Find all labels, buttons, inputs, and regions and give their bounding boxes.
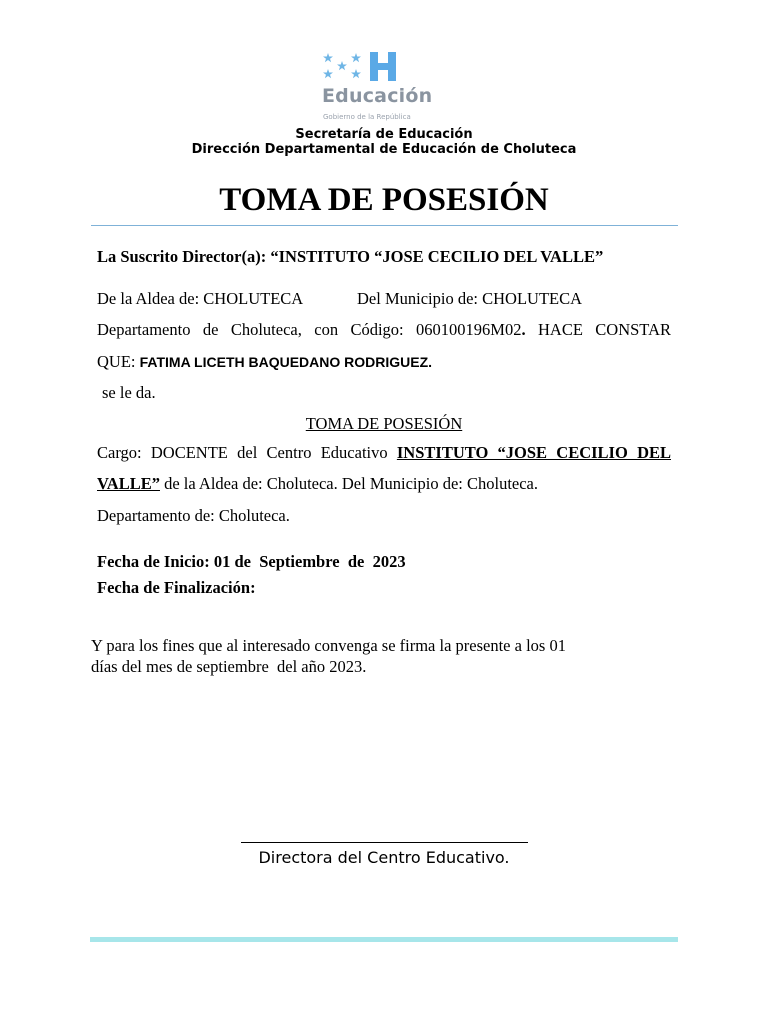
cargo-line bbox=[97, 443, 671, 463]
word: del bbox=[237, 443, 258, 462]
municipio-line bbox=[357, 289, 582, 309]
footer-divider bbox=[90, 937, 678, 942]
header-secretaria: Secretaría de Educación bbox=[295, 127, 473, 142]
code-value: 060100196M02 bbox=[416, 320, 522, 339]
school-name-end: VALLE” bbox=[97, 474, 160, 493]
word: CONSTAR bbox=[595, 320, 671, 339]
municipio-value: CHOLUTECA bbox=[482, 289, 583, 308]
header-direccion: Dirección Departamental de Educación de Choluteca bbox=[191, 142, 577, 157]
subtitle: TOMA DE POSESIÓN bbox=[305, 414, 463, 433]
teacher-name: FATIMA LICETH BAQUEDANO RODRIGUEZ. bbox=[139, 354, 433, 370]
word: Cargo: bbox=[97, 443, 142, 462]
code-period: . bbox=[521, 320, 526, 339]
school-code bbox=[416, 320, 526, 339]
page-title: TOMA DE POSESIÓN bbox=[219, 182, 549, 218]
word: Centro bbox=[266, 443, 312, 462]
cargo-location: de la Aldea de: Choluteca. Del Municipio de: Choluteca. bbox=[164, 474, 539, 493]
school-name: INSTITUTO “JOSE CECILIO DEL bbox=[396, 443, 671, 462]
aldea-line bbox=[97, 289, 303, 309]
closing-line-2: días del mes de septiembre del año 2023. bbox=[91, 657, 367, 676]
departamento-line bbox=[97, 320, 671, 340]
municipio-label: Del Municipio de: bbox=[357, 289, 478, 308]
logo-subtitle: Gobierno de la República bbox=[323, 113, 411, 121]
word: DOCENTE bbox=[150, 443, 228, 462]
cargo-departamento: Departamento de: Choluteca. bbox=[97, 506, 290, 525]
fecha-inicio: Fecha de Inicio: 01 de Septiembre de 2023 bbox=[97, 552, 406, 571]
signature-label: Directora del Centro Educativo. bbox=[258, 848, 510, 867]
cargo-line-2 bbox=[97, 474, 538, 494]
word: Departamento bbox=[97, 320, 191, 339]
que-line bbox=[97, 352, 432, 372]
word: Educativo bbox=[320, 443, 388, 462]
education-logo bbox=[318, 50, 448, 126]
word: Choluteca, bbox=[230, 320, 302, 339]
stars-h-icon bbox=[318, 50, 398, 84]
word: con bbox=[314, 320, 339, 339]
word: HACE bbox=[537, 320, 583, 339]
signature-line bbox=[241, 842, 528, 843]
word: Código: bbox=[350, 320, 404, 339]
title-divider bbox=[91, 225, 678, 226]
aldea-value: CHOLUTECA bbox=[203, 289, 304, 308]
word: de bbox=[202, 320, 219, 339]
que-label: QUE: bbox=[97, 352, 136, 371]
logo-wordmark: Educación bbox=[322, 85, 433, 107]
closing-line-1: Y para los fines que al interesado convenga se firma la presente a los 01 bbox=[91, 636, 566, 655]
fecha-finalizacion: Fecha de Finalización: bbox=[97, 578, 256, 597]
director-line: La Suscrito Director(a): “INSTITUTO “JOSE CECILIO DEL VALLE” bbox=[97, 247, 604, 266]
aldea-label: De la Aldea de: bbox=[97, 289, 200, 308]
se-le-da: se le da. bbox=[102, 383, 156, 402]
